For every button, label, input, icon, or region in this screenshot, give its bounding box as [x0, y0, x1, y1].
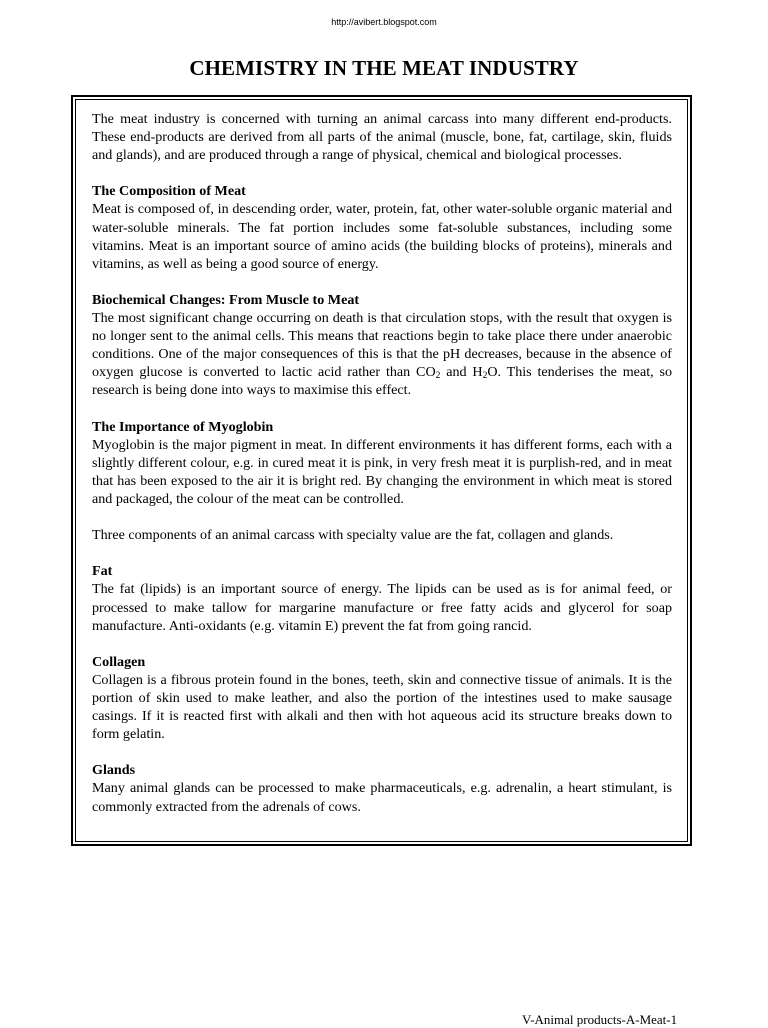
fat-heading: Fat	[92, 563, 113, 580]
composition-heading: The Composition of Meat	[92, 183, 246, 200]
composition-paragraph: Meat is composed of, in descending order, water, protein, fat, other water-soluble organic material and water-soluble minerals. The fat portion includes some fat-soluble substances, including some vitamins. Meat is an important source of amino acids (the building blocks of proteins), minerals and vitamins, as well as being a good source of energy.	[92, 201, 672, 272]
biochemical-and-text: and H	[440, 364, 483, 381]
biochemical-paragraph	[92, 309, 672, 399]
collagen-heading: Collagen	[92, 653, 146, 670]
glands-paragraph: Many animal glands can be processed to make pharmaceuticals, e.g. adrenalin, a heart stimulant, is commonly extracted from the adrenals of cows.	[92, 780, 672, 815]
intro-paragraph: The meat industry is concerned with turning an animal carcass into many different end-products. These end-products are derived from all parts of the animal (muscle, bone, fat, cartilage, skin, fluids and glands), and are produced through a range of physical, chemical and biological processes.	[92, 111, 672, 164]
h2o-subscript: 2	[482, 371, 488, 382]
header-url: http://avibert.blogspot.com	[331, 17, 437, 27]
components-intro-paragraph: Three components of an animal carcass with specialty value are the fat, collagen and glands.	[92, 527, 614, 544]
fat-paragraph: The fat (lipids) is an important source of energy. The lipids can be used as is for animal feed, or processed to make tallow for margarine manufacture or free fatty acids and glycerol for soap manufacture. Anti-oxidants (e.g. vitamin E) prevent the fat from going rancid.	[92, 581, 672, 634]
co2-subscript: 2	[435, 371, 441, 382]
myoglobin-paragraph: Myoglobin is the major pigment in meat. In different environments it has different forms, each with a slightly different colour, e.g. in cured meat it is pink, in very fresh meat it is purplish-red, and in meat that has been exposed to the air it is bright red. By changing the environment in which meat is stored and packaged, the colour of the meat can be controlled.	[92, 436, 672, 507]
page-title: CHEMISTRY IN THE MEAT INDUSTRY	[189, 56, 579, 80]
content-box	[75, 99, 688, 842]
biochemical-text-start: The most significant change occurring on death is that circulation stops, with the result that oxygen is no longer sent to the animal cells. This means that reactions begin to take place there under anaerobic conditions. One of the major consequences of this is that the pH decreases, because in the absence of oxygen glucose is converted to lactic acid rather than CO	[92, 310, 672, 381]
biochemical-text-end: O. This tenderises the meat, so research is being done into ways to maximise this effect.	[92, 364, 672, 399]
collagen-paragraph: Collagen is a fibrous protein found in the bones, teeth, skin and connective tissue of animals. It is the portion of skin used to make leather, and also the portion of the intestines used to make sausage casings. If it is reacted first with alkali and then with hot aqueous acid its structure breaks down to form gelatin.	[92, 671, 672, 743]
myoglobin-heading: The Importance of Myoglobin	[92, 418, 274, 435]
page-footer: V-Animal products-A-Meat-1	[522, 1012, 678, 1027]
biochemical-heading: Biochemical Changes: From Muscle to Meat	[92, 291, 360, 308]
glands-heading: Glands	[92, 762, 136, 779]
